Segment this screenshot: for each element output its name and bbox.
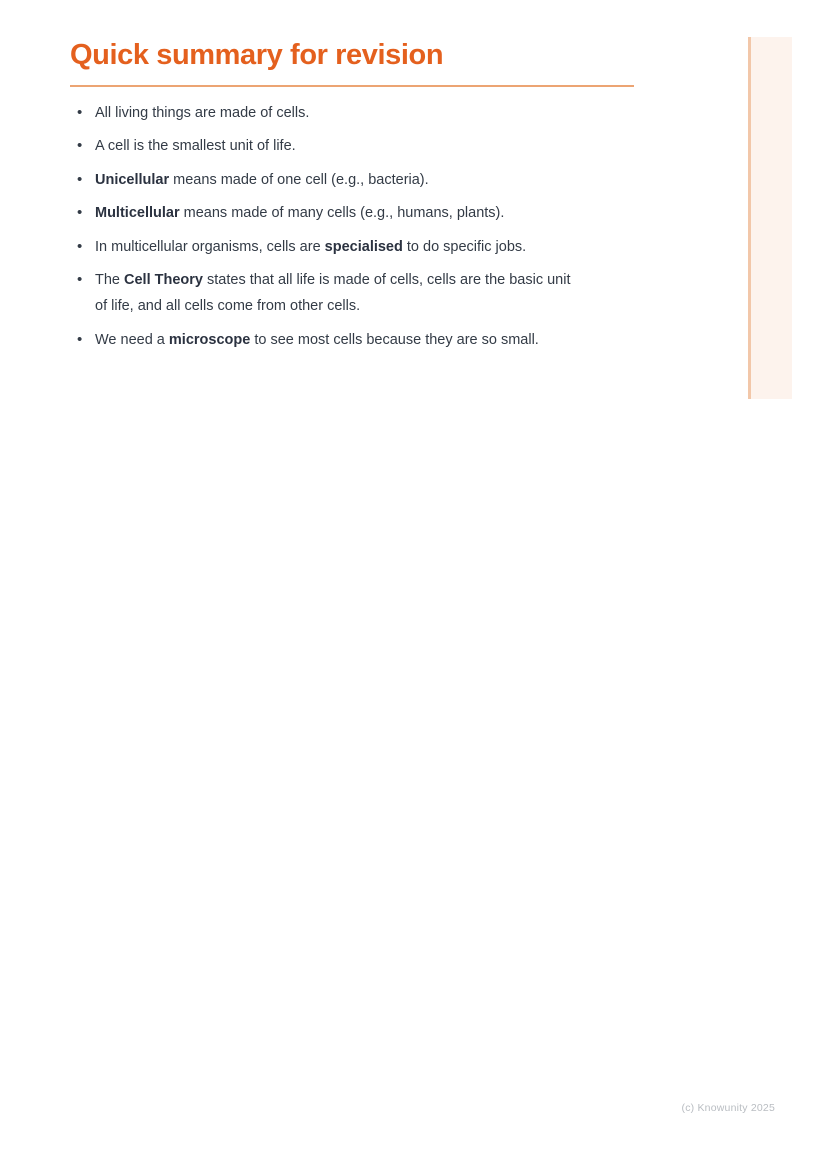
text-run: All living things are made of cells. — [95, 104, 310, 121]
list-item — [70, 200, 670, 226]
text-run: to see most cells because they are so small. — [250, 331, 539, 348]
bold-text-run: Multicellular — [95, 205, 180, 222]
text-run: We need a — [95, 331, 169, 348]
copyright: (c) Knowunity 2025 — [681, 1102, 775, 1114]
bold-text-run: Cell Theory — [124, 272, 203, 289]
text-run: means made of many cells (e.g., humans, plants). — [179, 205, 505, 222]
text-run: A cell is the smallest unit of life. — [95, 138, 296, 155]
bold-text-run: Unicellular — [95, 171, 170, 188]
text-run: means made of one cell (e.g., bacteria). — [169, 171, 429, 188]
list-item — [70, 327, 670, 353]
list-item — [70, 133, 670, 159]
bold-text-run: microscope — [168, 331, 251, 348]
list-item — [70, 267, 670, 319]
bold-text-run: specialised — [324, 238, 403, 255]
summary-list — [70, 100, 670, 353]
page-title: Quick summary for revision — [70, 39, 444, 71]
text-run: states that all life is made of cells, cells are the basic unit — [202, 272, 571, 289]
side-accent-strip — [748, 37, 792, 399]
text-run: The — [95, 272, 125, 289]
text-run: In multicellular organisms, cells are — [95, 238, 325, 255]
list-item — [70, 100, 670, 126]
list-item — [70, 167, 670, 193]
list-item — [70, 234, 670, 260]
title-divider — [70, 85, 634, 87]
text-run: to do specific jobs. — [402, 238, 527, 255]
page-content — [70, 40, 670, 360]
text-run: of life, and all cells come from other cells. — [95, 298, 361, 315]
